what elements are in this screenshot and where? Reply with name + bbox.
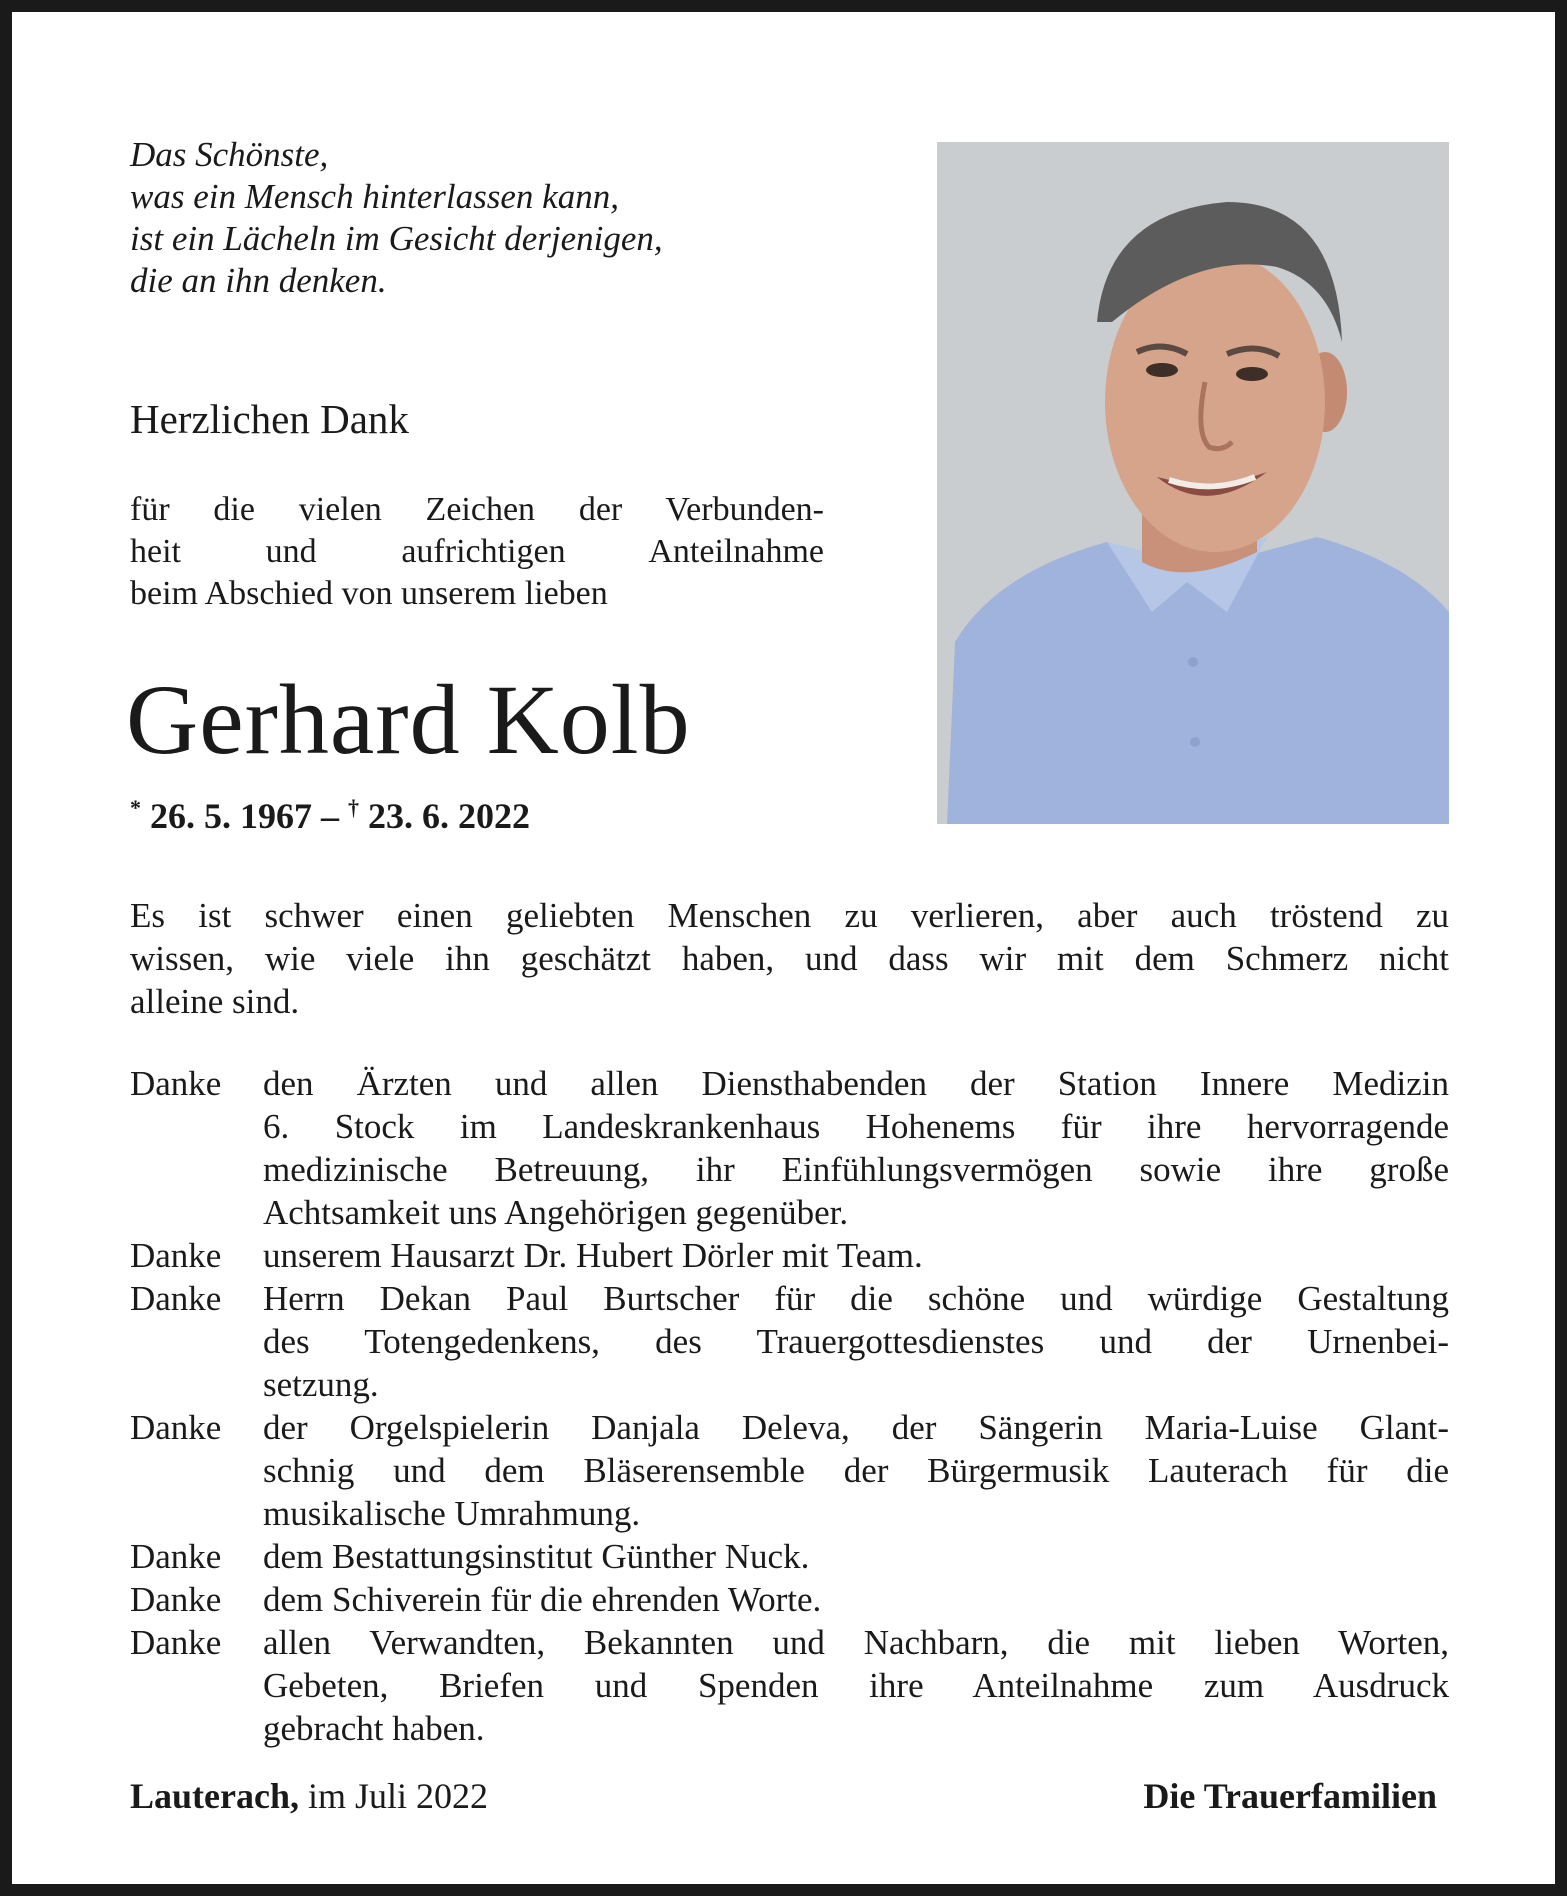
date-separator: –: [312, 796, 348, 836]
birth-date: 26. 5. 1967: [150, 796, 312, 836]
danke-line: Achtsamkeit uns Angehörigen gegenüber.: [263, 1193, 849, 1232]
danke-text: [263, 1406, 1449, 1535]
quote-line: die an ihn denken.: [130, 261, 387, 300]
paragraph-line: wissen, wie viele ihn geschätzt haben, und dass wir mit dem Schmerz nicht: [130, 939, 1449, 978]
intro-paragraph: [130, 894, 1449, 1023]
danke-text: [263, 1578, 1449, 1621]
danke-line: den Ärzten und allen Diensthabenden der Station Innere Medizin: [263, 1064, 1449, 1103]
death-date: 23. 6. 2022: [368, 796, 530, 836]
portrait-photo: [937, 142, 1449, 824]
danke-line: der Orgelspielerin Danjala Deleva, der Sängerin Maria-Luise Glant-: [263, 1408, 1449, 1447]
paragraph-line: alleine sind.: [130, 982, 300, 1021]
danke-line: dem Bestattungsinstitut Günther Nuck.: [263, 1537, 810, 1576]
danke-line: schnig und dem Bläserensemble der Bürgermusik Lauterach für die: [263, 1451, 1449, 1490]
danke-item-musicians: [130, 1406, 1449, 1535]
danke-text: [263, 1535, 1449, 1578]
danke-list: [130, 1062, 1449, 1750]
intro-text: [130, 489, 824, 615]
danke-line: musikalische Umrahmung.: [263, 1494, 641, 1533]
danke-item-dean: [130, 1277, 1449, 1406]
danke-item-doctors: [130, 1062, 1449, 1234]
danke-line: gebracht haben.: [263, 1709, 485, 1748]
danke-line: Gebeten, Briefen und Spenden ihre Anteilnahme zum Ausdruck: [263, 1666, 1449, 1705]
danke-line: unserem Hausarzt Dr. Hubert Dörler mit Team.: [263, 1236, 923, 1275]
footer-place: Lauterach,: [130, 1776, 299, 1816]
danke-line: allen Verwandten, Bekannten und Nachbarn, die mit lieben Worten,: [263, 1623, 1449, 1662]
death-symbol: †: [348, 795, 359, 820]
quote-line: was ein Mensch hinterlassen kann,: [130, 177, 619, 216]
danke-line: 6. Stock im Landeskrankenhaus Hohenems für ihre hervorragende: [263, 1107, 1449, 1146]
danke-item-family-doctor: [130, 1234, 1449, 1277]
danke-line: des Totengedenkens, des Trauergottesdienstes und der Urnenbei-: [263, 1322, 1449, 1361]
danke-label: Danke: [130, 1623, 222, 1662]
memorial-quote: [130, 134, 830, 302]
danke-text: [263, 1062, 1449, 1234]
danke-label: Danke: [130, 1236, 222, 1275]
paragraph-line: Es ist schwer einen geliebten Menschen zu verlieren, aber auch tröstend zu: [130, 896, 1449, 935]
intro-line: heit und aufrichtigen Anteilnahme: [130, 533, 824, 570]
place-and-date: [130, 1774, 488, 1818]
thanks-heading: Herzlichen Dank: [130, 396, 409, 442]
danke-line: dem Schiverein für die ehrenden Worte.: [263, 1580, 822, 1619]
intro-line: für die vielen Zeichen der Verbunden-: [130, 491, 824, 528]
deceased-name: Gerhard Kolb: [126, 664, 691, 775]
danke-line: Herrn Dekan Paul Burtscher für die schöne und würdige Gestaltung: [263, 1279, 1449, 1318]
quote-line: Das Schönste,: [130, 135, 329, 174]
danke-label: Danke: [130, 1064, 222, 1103]
danke-text: [263, 1277, 1449, 1406]
danke-label: Danke: [130, 1537, 222, 1576]
footer-date: im Juli 2022: [298, 1776, 489, 1816]
danke-label: Danke: [130, 1580, 222, 1619]
portrait-illustration: [937, 142, 1449, 824]
life-dates: [130, 786, 530, 838]
danke-line: setzung.: [263, 1365, 379, 1404]
danke-item-funeral-home: [130, 1535, 1449, 1578]
danke-item-ski-club: [130, 1578, 1449, 1621]
birth-symbol: *: [130, 795, 141, 820]
danke-label: Danke: [130, 1279, 222, 1318]
danke-item-relatives: [130, 1621, 1449, 1750]
quote-line: ist ein Lächeln im Gesicht derjenigen,: [130, 219, 663, 258]
danke-text: [263, 1621, 1449, 1750]
danke-text: [263, 1234, 1449, 1277]
danke-line: medizinische Betreuung, ihr Einfühlungsvermögen sowie ihre große: [263, 1150, 1449, 1189]
intro-line: beim Abschied von unserem lieben: [130, 575, 608, 612]
danke-label: Danke: [130, 1408, 222, 1447]
signature: Die Trauerfamilien: [1143, 1776, 1437, 1816]
